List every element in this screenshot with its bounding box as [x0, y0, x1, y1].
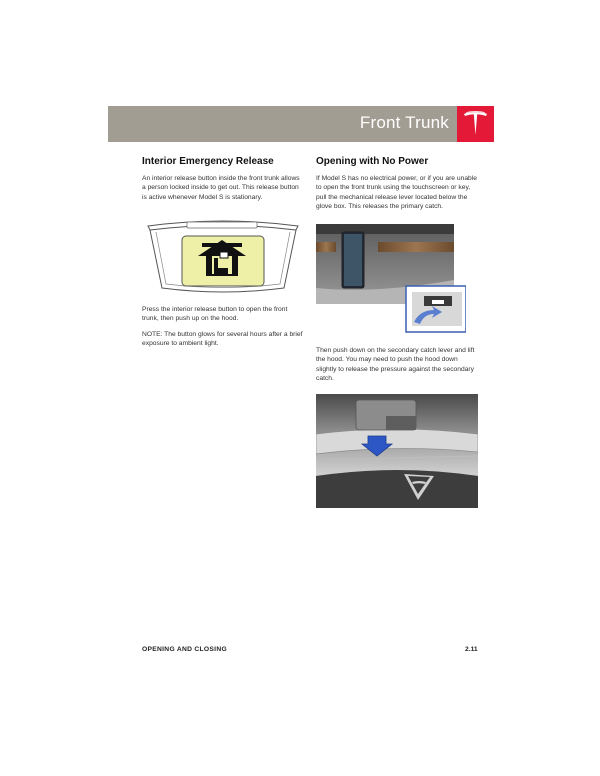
- right-column: [316, 156, 478, 218]
- interior-release-note: NOTE: The button glows for several hours after a brief exposure to ambient light.: [142, 330, 303, 348]
- page-title: Front Trunk: [359, 113, 449, 132]
- left-column-lower: [142, 305, 304, 355]
- no-power-intro: If Model S has no electrical power, or if you are unable to open the front trunk using the touchscreen or key, pull the mechanical release lever located below the glove box. This releases the primary catch.: [316, 175, 477, 211]
- dashboard-release-lever-icon: [316, 224, 466, 334]
- interior-release-button-icon: [142, 216, 304, 296]
- header-bar: [108, 106, 457, 142]
- footer-page-number: 2.11: [465, 646, 478, 653]
- interior-release-intro: An interior release button inside the front trunk allows a person locked inside to get out. This release button is active whenever Model S is stationary.: [142, 175, 300, 201]
- interior-release-heading: Interior Emergency Release: [142, 156, 274, 167]
- left-column: [142, 156, 304, 208]
- interior-release-instruction: Press the interior release button to open the front trunk, then push up on the hood.: [142, 306, 288, 323]
- footer-section: OPENING AND CLOSING: [142, 646, 227, 653]
- logo-box: [457, 106, 494, 142]
- no-power-after-figure: Then push down on the secondary catch lever and lift the hood. You may need to push the hood down slightly to release the pressure against the secondary catch.: [316, 347, 475, 383]
- no-power-heading: Opening with No Power: [316, 156, 429, 167]
- right-column-lower: [316, 346, 478, 390]
- secondary-catch-lever-icon: [316, 394, 478, 508]
- tesla-logo-icon: [463, 111, 488, 137]
